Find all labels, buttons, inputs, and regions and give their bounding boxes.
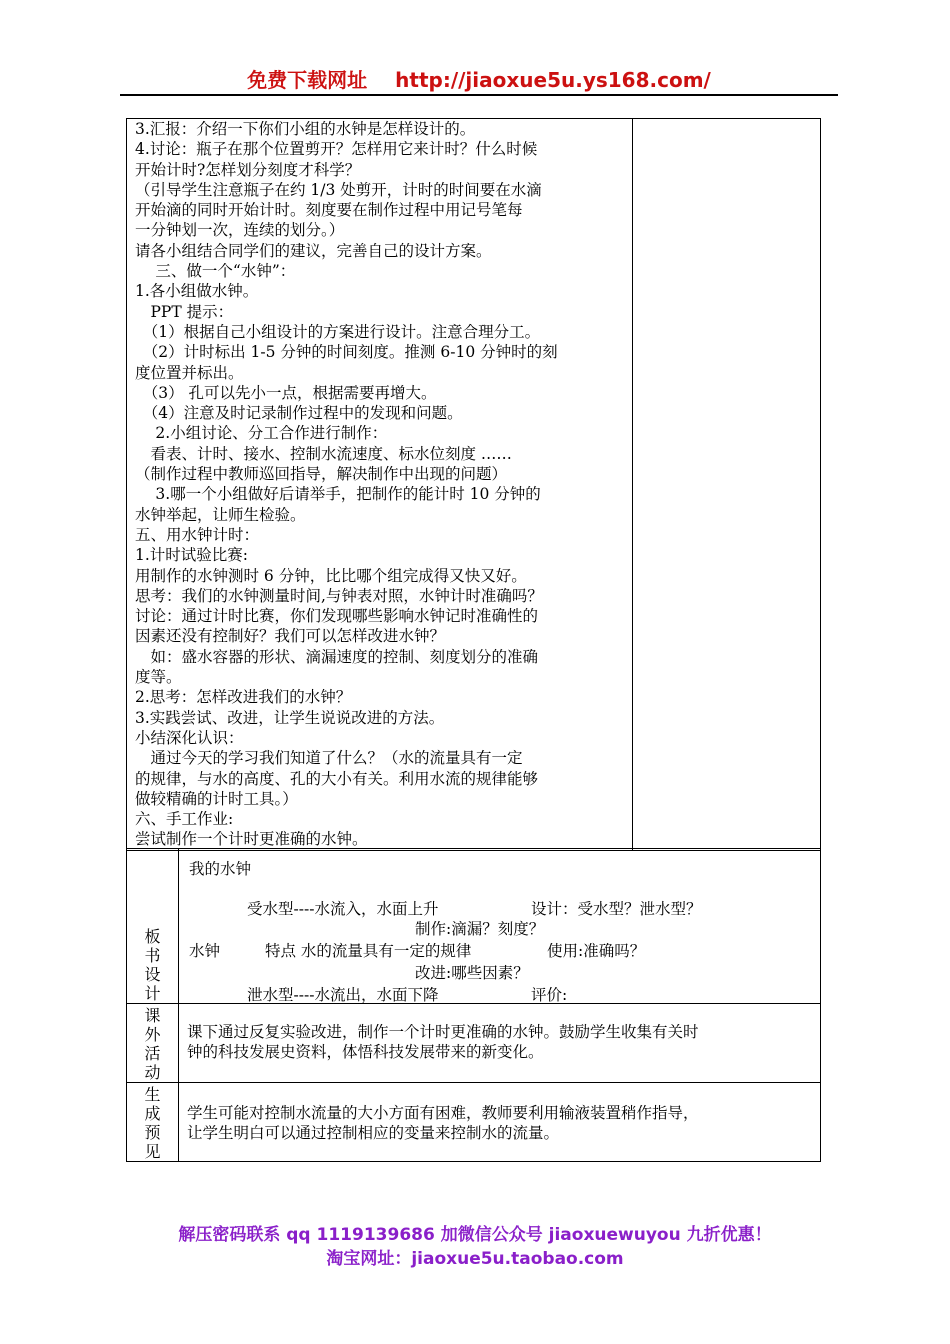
process-line: 如：盛水容器的形状、滴漏速度的控制、刻度划分的准确 <box>135 647 539 666</box>
forecast-line-1: 学生可能对控制水流量的大小方面有困难，教师要利用输液装置稍作指导， <box>187 1104 699 1122</box>
process-line: 尝试制作一个计时更准确的水钟。 <box>135 830 368 849</box>
extra-label: 课 外 活 动 <box>127 1004 179 1083</box>
extra-row <box>127 1004 821 1083</box>
footer-shop-link[interactable]: 淘宝网址：jiaoxue5u.taobao.com <box>326 1249 624 1269</box>
header-url-link[interactable]: http://jiaoxue5u.ys168.com/ <box>395 68 711 92</box>
summary-table <box>126 848 821 1162</box>
board-design: 设计：受水型？泄水型？ <box>531 900 702 918</box>
board-design-cell <box>179 849 821 1004</box>
process-line: （引导学生注意瓶子在约 1/3 处剪开，计时的时间要在水滴 <box>135 180 542 199</box>
process-line: 讨论：通过计时比赛，你们发现哪些影响水钟记时准确性的 <box>135 607 539 626</box>
notes-cell <box>633 119 821 851</box>
process-line: 2.思考：怎样改进我们的水钟？ <box>135 688 352 707</box>
board-inflow: 受水型----水流入，水面上升 <box>247 900 439 918</box>
process-line: 做较精确的计时工具。） <box>135 789 298 808</box>
process-line: 五、用水钟计时： <box>135 525 260 544</box>
process-line: 3.哪一个小组做好后请举手，把制作的能计时 10 分钟的 <box>135 485 541 504</box>
process-line: 请各小组结合同学们的建议，完善自己的设计方案。 <box>135 241 492 260</box>
process-line: 3.汇报：介绍一下你们小组的水钟是怎样设计的。 <box>135 120 476 138</box>
process-row <box>127 119 821 851</box>
board-feature: 特点 水的流量具有一定的规律 <box>265 942 472 960</box>
process-line: 2.小组讨论、分工合作进行制作： <box>135 424 388 443</box>
process-line: PPT 提示： <box>135 302 234 321</box>
board-use: 使用:准确吗？ <box>547 942 646 960</box>
extra-line-1: 课下通过反复实验改进，制作一个计时更准确的水钟。鼓励学生收集有关时 <box>187 1023 699 1041</box>
header-rule <box>120 94 838 96</box>
process-line: 因素还没有控制好？我们可以怎样改进水钟？ <box>135 627 446 646</box>
footer-contact: 解压密码联系 qq 1119139686 加微信公众号 jiaoxuewuyou 九折优惠！ <box>178 1225 772 1245</box>
process-list <box>135 119 626 850</box>
forecast-row <box>127 1083 821 1162</box>
process-line: 1.计时试验比赛: <box>135 546 249 565</box>
lesson-table <box>126 118 821 851</box>
board-outflow: 泄水型----水流出，水面下降 <box>247 986 439 1004</box>
process-line: 的规律，与水的高度、孔的大小有关。利用水流的规律能够 <box>135 769 539 788</box>
board-row <box>127 849 821 1004</box>
process-line: 水钟举起，让师生检验。 <box>135 505 306 524</box>
process-line: （3） 孔可以先小一点，根据需要再增大。 <box>135 383 437 402</box>
process-line: 通过今天的学习我们知道了什么？（水的流量具有一定 <box>135 749 523 768</box>
header-label: 免费下载网址 <box>247 68 368 92</box>
process-line: （1）根据自己小组设计的方案进行设计。注意合理分工。 <box>135 322 541 341</box>
process-line: （制作过程中教师巡回指导，解决制作中出现的问题） <box>135 465 508 484</box>
process-line: 度等。 <box>135 668 182 687</box>
process-line: 4.讨论：瓶子在那个位置剪开？怎样用它来计时？什么时候 <box>135 140 538 159</box>
process-line: 思考：我们的水钟测量时间,与钟表对照，水钟计时准确吗？ <box>135 586 543 605</box>
board-improve: 改进:哪些因素？ <box>415 964 529 982</box>
board-make: 制作:滴漏？刻度？ <box>415 920 545 938</box>
board-eval: 评价: <box>531 986 568 1004</box>
process-line: 3.实践尝试、改进，让学生说说改进的方法。 <box>135 708 445 727</box>
process-line: 一分钟划一次，连续的划分。） <box>135 221 345 240</box>
extra-cell <box>179 1004 821 1083</box>
extra-line-2: 钟的科技发展史资料，体悟科技发展带来的新变化。 <box>187 1043 544 1061</box>
board-clock: 水钟 <box>189 942 221 960</box>
process-line: 开始滴的同时开始计时。刻度要在制作过程中用记号笔每 <box>135 201 523 220</box>
forecast-line-2: 让学生明白可以通过控制相应的变量来控制水的流量。 <box>187 1124 560 1142</box>
board-title: 我的水钟 <box>189 860 252 878</box>
process-line: 用制作的水钟测时 6 分钟，比比哪个组完成得又快又好。 <box>135 566 527 585</box>
page-header <box>120 64 838 94</box>
process-line: 看表、计时、接水、控制水流速度、标水位刻度 …… <box>135 444 512 463</box>
process-line: （2）计时标出 1-5 分钟的时间刻度。推测 6-10 分钟时的刻 <box>135 343 558 362</box>
process-line: 度位置并标出。 <box>135 363 244 382</box>
process-line: （4）注意及时记录制作过程中的发现和问题。 <box>135 404 463 423</box>
process-line: 小结深化认识： <box>135 728 244 747</box>
process-line: 1.各小组做水钟。 <box>135 282 259 301</box>
forecast-cell <box>179 1083 821 1162</box>
process-line: 开始计时?怎样划分刻度才科学？ <box>135 160 361 179</box>
process-line: 六、手工作业: <box>135 810 234 829</box>
forecast-label: 生 成 预 见 <box>127 1083 179 1162</box>
process-line: 三、做一个“水钟”： <box>135 262 296 281</box>
process-cell <box>127 119 633 851</box>
board-label: 板 书 设 计 <box>127 849 179 1004</box>
